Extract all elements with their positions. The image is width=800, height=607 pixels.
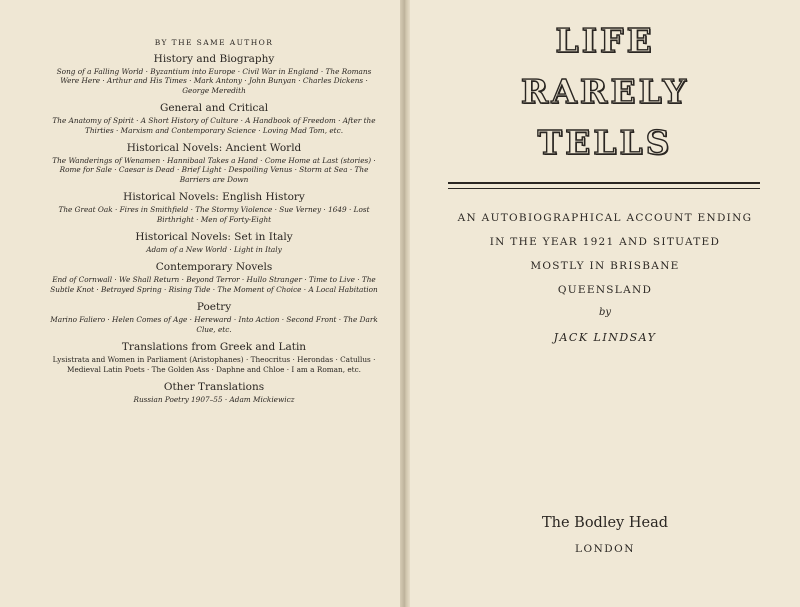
category-greek-latin [48,341,380,374]
category-title: Other Translations [163,380,265,393]
title-rule-thick [448,182,760,184]
category-books: Adam of a New World · Light in Italy [146,245,282,255]
category-title: General and Critical [159,102,269,115]
same-author-heading: BY THE SAME AUTHOR [154,38,274,47]
category-history-biography [48,53,380,95]
publisher-city: LONDON [575,543,635,555]
subtitle-line-3: MOSTLY IN BRISBANE [530,260,680,272]
category-general-critical [48,102,380,135]
title-rule-thin [448,188,760,189]
category-books: End of Cornwall · We Shall Return · Beyond Terror · Hullo Stranger · Time to Live · The Subtle Knot · Betrayed Spring · Rising Tide · The Moment of Choice · A Local Habitation [50,275,378,294]
subtitle-line-4: QUEENSLAND [557,284,653,296]
category-title: Historical Novels: Ancient World [126,142,302,155]
subtitle-line-2: IN THE YEAR 1921 AND SITUATED [489,236,721,248]
category-title: Historical Novels: English History [123,191,305,204]
category-set-in-italy [48,231,380,254]
category-title: Contemporary Novels [155,261,273,274]
category-title: Translations from Greek and Latin [121,341,307,354]
category-books: Marino Faliero · Helen Comes of Age · Hereward · Into Action · Second Front · The Dark Clue, etc. [50,315,378,334]
author-name: JACK LINDSAY [553,331,657,344]
category-other-translations [48,381,380,404]
category-contemporary-novels [48,261,380,294]
book-title-line-1: LIFE [555,21,655,60]
category-title: History and Biography [153,53,275,65]
category-books: Russian Poetry 1907–55 · Adam Mickiewicz [133,394,295,404]
category-title: Historical Novels: Set in Italy [135,231,293,244]
category-title: Poetry [196,301,232,314]
category-books: The Great Oak · Fires in Smithfield · The Stormy Violence · Sue Verney · 1649 · Lost Birthright · Men of Forty-Eight [58,205,370,224]
category-books: Lysistrata and Women in Parliament (Aristophanes) · Theocritus · Herondas · Catullus · Medieval Latin Poets · The Golden Ass · Daphne and Chloe · I am a Roman, etc. [52,355,376,374]
publisher-name: The Bodley Head [541,515,669,531]
category-books: The Wanderings of Wenamen · Hannibaal Takes a Hand · Come Home at Last (stories) · Rome for Sale · Caesar is Dead · Brief Light · Despoiling Venus · Storm at Sea · The Barriers are Down [52,156,376,184]
category-books: The Anatomy of Spirit · A Short History of Culture · A Handbook of Freedom · After the Thirties · Marxism and Contemporary Science · Loving Mad Tom, etc. [52,116,376,135]
subtitle-line-1: AN AUTOBIOGRAPHICAL ACCOUNT ENDING [457,212,753,224]
category-books: Song of a Falling World · Byzantium into Europe · Civil War in England · The Romans Were Here · Arthur and His Times · Mark Antony · John Bunyan · Charles Dickens · George Meredith [56,67,372,95]
book-title-line-2: RARELY [520,72,690,111]
category-poetry [48,301,380,334]
by-line: by [598,307,612,318]
right-page [410,0,800,607]
book-title-line-3: TELLS [537,123,673,162]
book-gutter [400,0,410,607]
category-english-history [48,191,380,224]
category-ancient-world [48,142,380,184]
